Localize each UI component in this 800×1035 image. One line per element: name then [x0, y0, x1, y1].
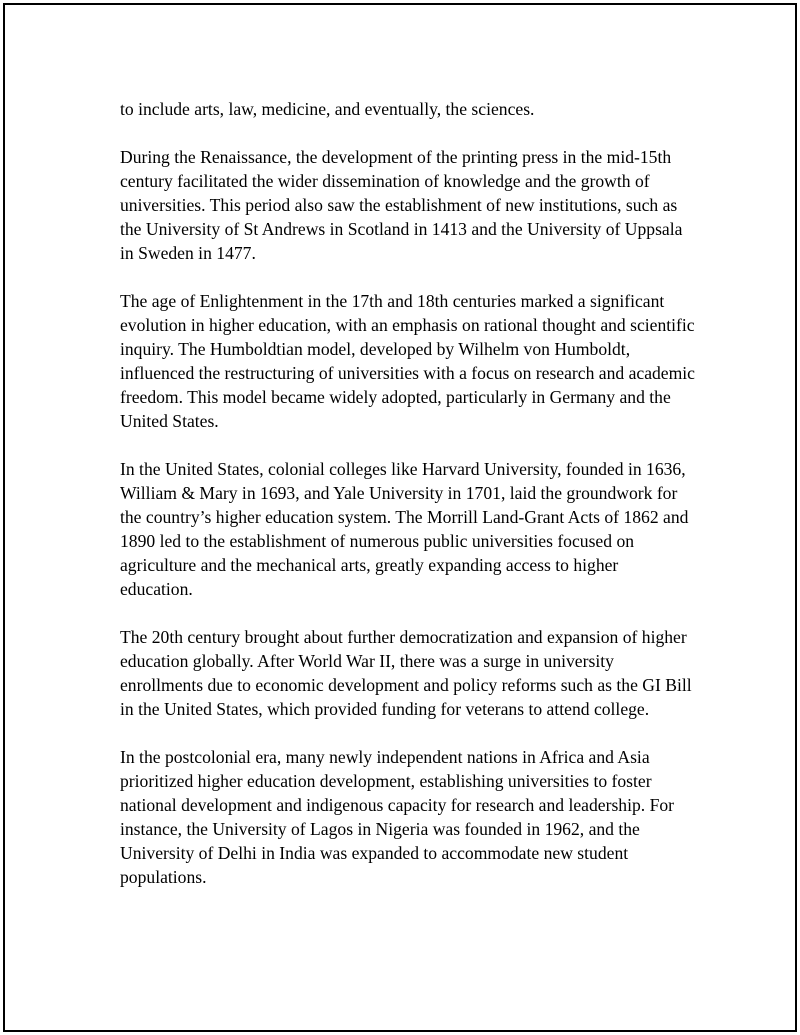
paragraph-enlightenment: The age of Enlightenment in the 17th and 18th centuries marked a significant evolution in higher education, with an emphasis on rational thought and scientific inquiry. The Humboldtian model, developed by Wilhelm von Humboldt, influenced the restructuring of universities with a focus on research and academic freedom. This model became widely adopted, particularly in Germany and the United States. — [120, 291, 695, 431]
document-body — [120, 97, 695, 889]
document-page — [3, 3, 797, 1032]
paragraph-united-states: In the United States, colonial colleges like Harvard University, founded in 1636, William & Mary in 1693, and Yale University in 1701, laid the groundwork for the country’s higher education system. The Morrill Land-Grant Acts of 1862 and 1890 led to the establishment of numerous public universities focused on agriculture and the mechanical arts, greatly expanding access to higher education. — [120, 459, 689, 599]
paragraph-renaissance: During the Renaissance, the development of the printing press in the mid-15th century facilitated the wider dissemination of knowledge and the growth of universities. This period also saw the establishment of new institutions, such as the University of St Andrews in Scotland in 1413 and the University of Uppsala in Sweden in 1477. — [120, 147, 683, 263]
paragraph-postcolonial: In the postcolonial era, many newly independent nations in Africa and Asia prioritized higher education development, establishing universities to foster national development and indigenous capacity for research and leadership. For instance, the University of Lagos in Nigeria was founded in 1962, and the University of Delhi in India was expanded to accommodate new student populations. — [120, 747, 675, 887]
paragraph-20th-century: The 20th century brought about further democratization and expansion of higher education globally. After World War II, there was a surge in university enrollments due to economic development and policy reforms such as the GI Bill in the United States, which provided funding for veterans to attend college. — [120, 627, 692, 719]
paragraph-continuation: to include arts, law, medicine, and eventually, the sciences. — [120, 99, 535, 119]
